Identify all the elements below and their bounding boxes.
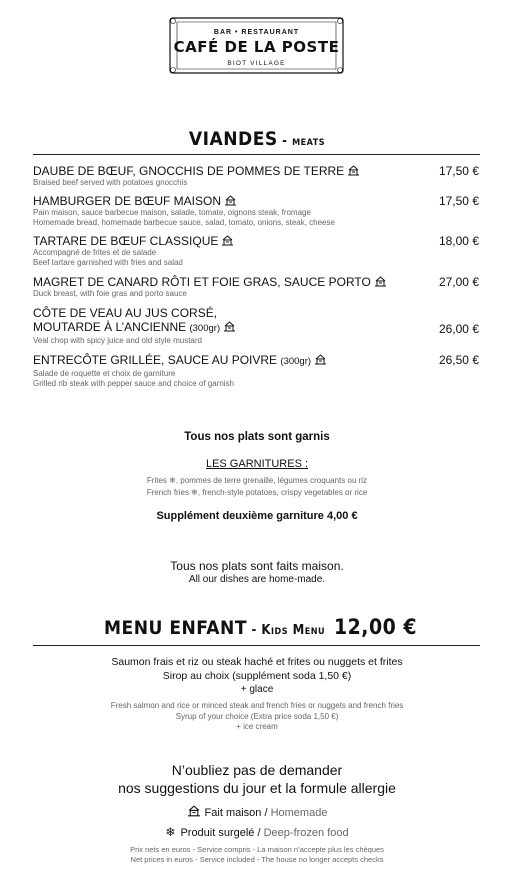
item-name-line1: CÔTE DE VEAU AU JUS CORSÉ, bbox=[33, 306, 218, 320]
homemade-icon bbox=[224, 195, 237, 206]
item-desc-en: Duck breast, with foie gras and porto sauce bbox=[33, 289, 187, 298]
item-name: MAGRET DE CANARD RÔTI ET FOIE GRAS, SAUCE PORTO bbox=[33, 275, 371, 289]
snowflake-icon: ❄ bbox=[165, 825, 176, 839]
kids-title-text: MENU ENFANT bbox=[104, 617, 248, 639]
legend-homemade-en: Homemade bbox=[270, 807, 328, 819]
kids-subtitle-text: - Kids Menu bbox=[251, 623, 326, 638]
garnish-list-en: French fries ❄, french-style potatoes, crispy vegetables or rice bbox=[146, 488, 368, 497]
legend-homemade-fr: Fait maison / bbox=[204, 807, 268, 819]
logo-tagline: BAR • RESTAURANT bbox=[213, 29, 300, 36]
menu-item bbox=[33, 234, 433, 268]
item-desc-fr: Salade de roquette et choix de garniture bbox=[33, 369, 176, 378]
item-desc-en: Braised beef served with potatoes gnocchis bbox=[33, 178, 188, 187]
menu-item bbox=[33, 306, 433, 346]
kids-fr-line1: Saumon frais et riz ou steak haché et frites ou nuggets et frites bbox=[111, 656, 403, 668]
item-name: TARTARE DE BŒUF CLASSIQUE bbox=[33, 234, 219, 248]
item-price: 17,50 € bbox=[438, 194, 479, 208]
item-price: 26,00 € bbox=[438, 322, 479, 336]
logo-location: BIOT VILLAGE bbox=[227, 60, 286, 67]
item-name-line2: MOUTARDE À L’ANCIENNE bbox=[33, 320, 187, 334]
section-title-kids bbox=[104, 617, 325, 639]
reminder-line2: nos suggestions du jour et la formule allergie bbox=[118, 780, 396, 796]
kids-en-line1: Fresh salmon and rice or minced steak and french fries or nuggets and french fries bbox=[110, 701, 404, 710]
kids-en-line2: Syrup of your choice (Extra price soda 1,50 €) bbox=[175, 712, 339, 721]
item-price: 17,50 € bbox=[438, 164, 479, 178]
homemade-icon bbox=[347, 165, 360, 176]
homemade-note-en: All our dishes are home-made. bbox=[188, 574, 326, 585]
viandes-subtitle-text: - meats bbox=[282, 134, 326, 149]
item-desc-en: Homemade bread, homemade barbecue sauce, salad, tomato, onions, steak, cheese bbox=[33, 218, 335, 227]
item-weight: (300gr) bbox=[280, 356, 312, 367]
kids-en-line3: + ice cream bbox=[236, 722, 278, 731]
section-title-viandes bbox=[0, 128, 514, 150]
legend-frozen-en: Deep-frozen food bbox=[263, 827, 349, 839]
menu-item bbox=[33, 164, 433, 188]
logo-name: CAFÉ DE LA POSTE bbox=[173, 38, 340, 56]
menu-item bbox=[33, 275, 433, 299]
kids-fr-line3: + glace bbox=[240, 684, 274, 695]
viandes-title-text: VIANDES bbox=[188, 128, 278, 150]
item-desc-en: Beef tartare garnished with fries and salad bbox=[33, 258, 183, 267]
item-desc-en: Veal chop with spicy juice and old style mustard bbox=[33, 336, 202, 345]
homemade-icon bbox=[187, 805, 201, 817]
item-desc-fr: Accompagné de frites et de salade bbox=[33, 248, 157, 257]
footer-note-fr: Prix nets en euros - Service compris - La maison n’accepte plus les chèques bbox=[130, 845, 384, 854]
homemade-icon bbox=[314, 354, 327, 365]
item-desc-fr: Pain maison, sauce barbecue maison, salade, tomate, oignons steak, fromage bbox=[33, 208, 311, 217]
garnish-title: LES GARNITURES : bbox=[205, 458, 309, 470]
menu-item bbox=[33, 353, 433, 389]
garnish-heading: Tous nos plats sont garnis bbox=[184, 431, 330, 443]
item-name: DAUBE DE BŒUF, GNOCCHIS DE POMMES DE TERRE bbox=[33, 164, 345, 178]
section-divider bbox=[33, 645, 480, 646]
homemade-icon bbox=[221, 235, 234, 246]
garnish-supplement: Supplément deuxième garniture 4,00 € bbox=[156, 510, 358, 522]
homemade-icon bbox=[374, 276, 387, 287]
legend-frozen-fr: Produit surgelé / bbox=[180, 827, 261, 839]
legend-homemade bbox=[0, 805, 514, 819]
kids-fr-line2: Sirop au choix (supplément soda 1,50 €) bbox=[162, 670, 352, 682]
reminder-line1: N’oubliez pas de demander bbox=[171, 762, 343, 778]
garnish-list-fr: Frites ❄, pommes de terre grenaille, légumes croquants ou riz bbox=[146, 476, 368, 485]
item-name: HAMBURGER DE BŒUF MAISON bbox=[33, 194, 222, 208]
item-weight: (300gr) bbox=[189, 323, 221, 334]
item-desc-en: Grilled rib steak with pepper sauce and choice of garnish bbox=[33, 379, 234, 388]
footer-note-en: Net prices in euros - Service included - The house no longer accepts checks bbox=[130, 855, 384, 864]
homemade-icon bbox=[223, 321, 236, 332]
item-price: 18,00 € bbox=[438, 234, 479, 248]
menu-item bbox=[33, 194, 433, 228]
restaurant-logo bbox=[167, 14, 346, 77]
item-name: ENTRECÔTE GRILLÉE, SAUCE AU POIVRE bbox=[33, 353, 278, 367]
section-divider bbox=[33, 154, 480, 155]
item-price: 27,00 € bbox=[438, 275, 479, 289]
kids-price: 12,00 € bbox=[334, 615, 417, 639]
homemade-note-fr: Tous nos plats sont faits maison. bbox=[170, 559, 344, 573]
item-price: 26,50 € bbox=[438, 353, 479, 367]
legend-frozen bbox=[0, 825, 514, 839]
